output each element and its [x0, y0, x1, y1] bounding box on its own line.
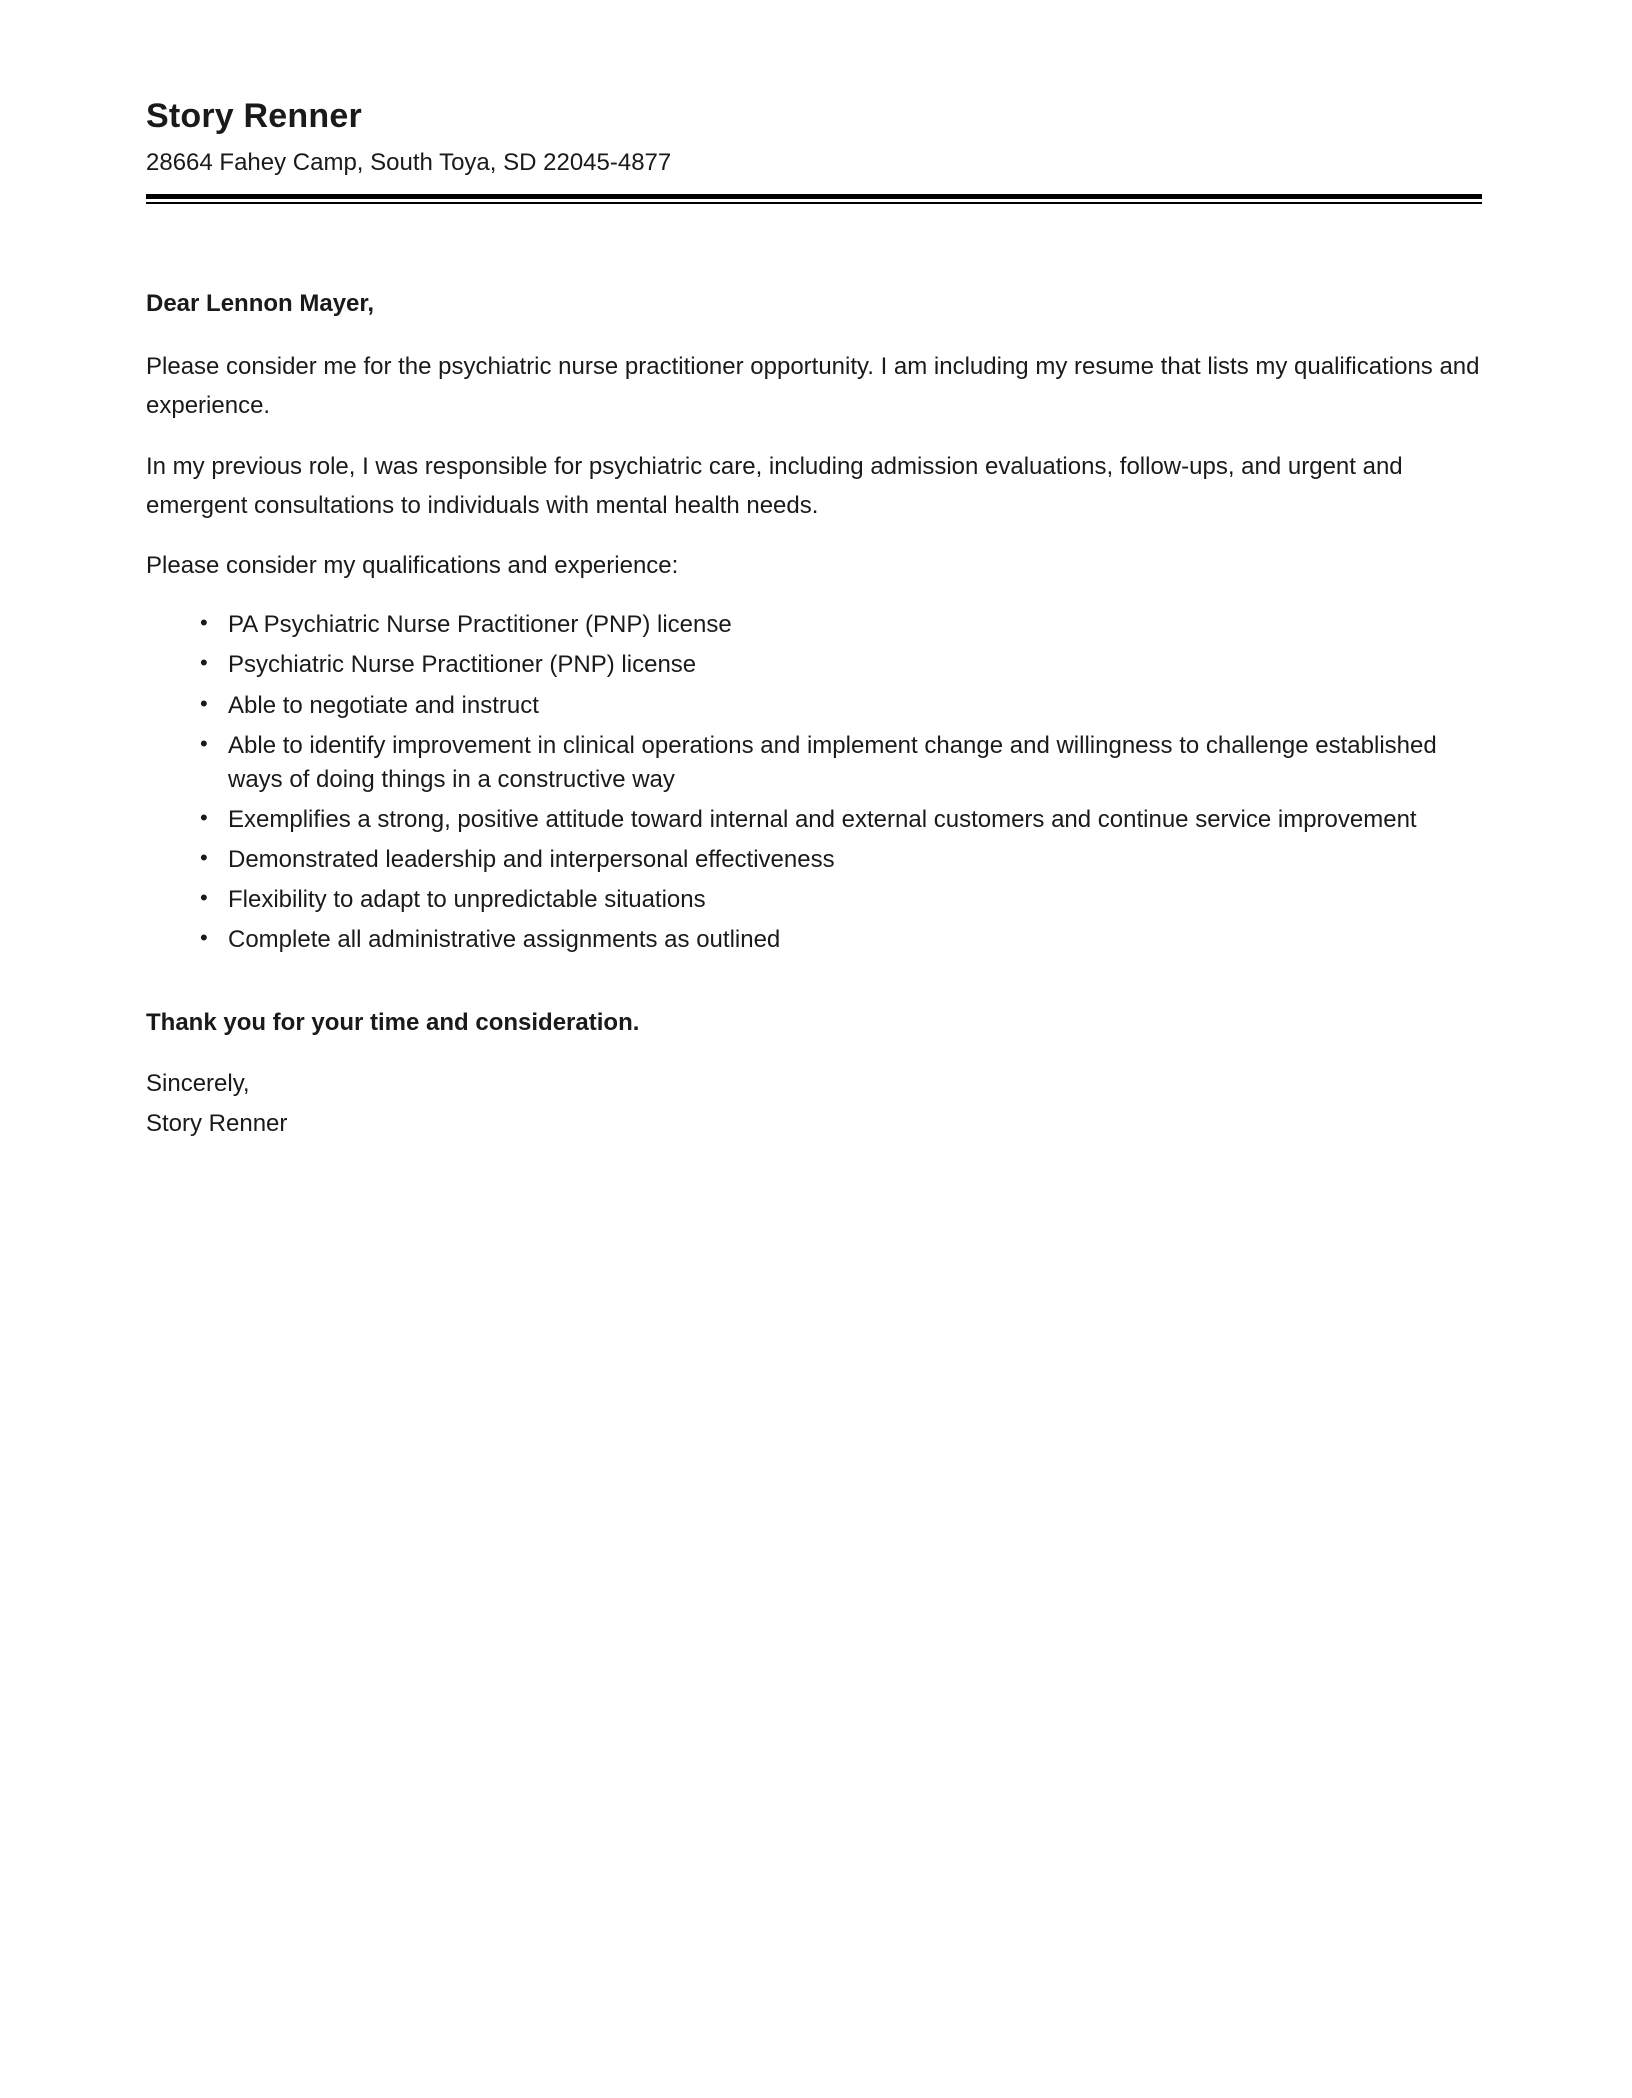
list-item: • Exemplifies a strong, positive attitude toward internal and external customers and continue service improvement	[200, 803, 1486, 837]
list-item: • Demonstrated leadership and interpersonal effectiveness	[200, 843, 1486, 877]
list-item: • Flexibility to adapt to unpredictable situations	[200, 883, 1486, 917]
header-divider	[146, 194, 1482, 204]
cover-letter	[146, 96, 1486, 1141]
closing-block	[146, 1067, 1486, 1141]
list-item: • Complete all administrative assignments as outlined	[200, 923, 1486, 957]
sender-address: 28664 Fahey Camp, South Toya, SD 22045-4877	[146, 148, 672, 176]
qualifications-list	[146, 608, 1486, 957]
thank-you-line: Thank you for your time and consideration.	[146, 1009, 640, 1037]
list-item: • Psychiatric Nurse Practitioner (PNP) license	[200, 648, 1486, 682]
divider-thin-line	[146, 202, 1482, 204]
valediction: Sincerely,	[146, 1070, 250, 1098]
paragraph-qualifications-lead: Please consider my qualifications and experience:	[146, 552, 679, 580]
sender-name: Story Renner	[146, 97, 362, 135]
signature-name: Story Renner	[146, 1110, 288, 1138]
list-item: • Able to negotiate and instruct	[200, 689, 1486, 723]
paragraph-experience: In my previous role, I was responsible for psychiatric care, including admission evaluations, follow-ups, and urgent and emergent consultations to individuals with mental health needs.	[146, 452, 1403, 519]
letterhead	[146, 96, 1486, 204]
list-item: • PA Psychiatric Nurse Practitioner (PNP) license	[200, 608, 1486, 642]
list-item: • Able to identify improvement in clinical operations and implement change and willingness to challenge established ways of doing things in a constructive way	[200, 729, 1486, 797]
paragraph-intro: Please consider me for the psychiatric nurse practitioner opportunity. I am including my resume that lists my qualifications and experience.	[146, 352, 1480, 419]
salutation: Dear Lennon Mayer,	[146, 289, 375, 317]
letter-body	[146, 290, 1486, 1141]
